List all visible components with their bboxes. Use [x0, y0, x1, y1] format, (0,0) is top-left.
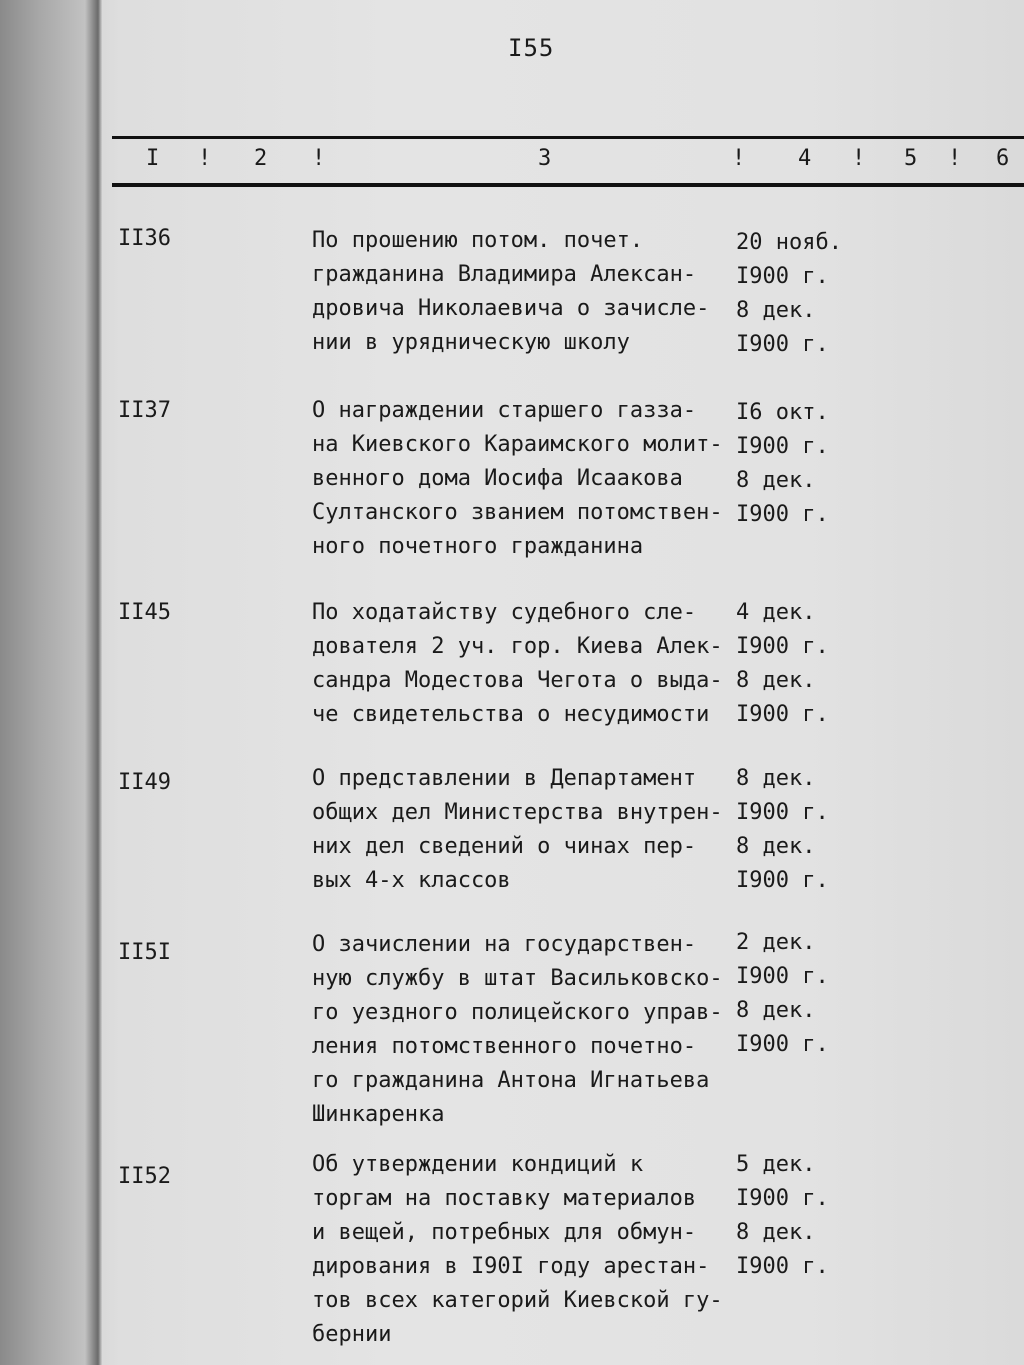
entry-description: По ходатайству судебного сле- дователя 2 уч. гор. Киева Алек- сандра Модестова Чегота о выда- че свидетельства о несудимости — [312, 600, 723, 727]
entry-description: О зачислении на государствен- ную службу в штат Васильковско- го уездного полицейского управ- ления потомственного почетно- го гражданина Антона Игнатьева Шинкаренка — [312, 932, 723, 1127]
entry-number: II49 — [118, 770, 171, 795]
book-spine-shadow — [0, 0, 102, 1365]
column-header-2: 2 — [254, 146, 268, 171]
column-separator: ! — [852, 146, 866, 171]
header-rule-top — [112, 136, 1024, 139]
entry-description: По прошению потом. почет. гражданина Владимира Алексан- дровича Николаевича о зачисле- нии в урядническую школу — [312, 228, 710, 355]
entry-dates: 2 дек. I900 г. 8 дек. I900 г. — [736, 930, 829, 1057]
entry-dates: 4 дек. I900 г. 8 дек. I900 г. — [736, 600, 829, 727]
column-separator: ! — [312, 146, 326, 171]
column-separator: ! — [732, 146, 746, 171]
entry-number: II37 — [118, 398, 171, 423]
entry-description: О представлении в Департамент общих дел Министерства внутрен- них дел сведений о чинах пер- вых 4-х классов — [312, 766, 723, 893]
column-header-6: 6 — [996, 146, 1010, 171]
column-header-3: 3 — [538, 146, 552, 171]
column-header-5: 5 — [904, 146, 918, 171]
entry-dates: 8 дек. I900 г. 8 дек. I900 г. — [736, 766, 829, 893]
entry-dates: 20 нояб. I900 г. 8 дек. I900 г. — [736, 230, 842, 357]
entry-dates: I6 окт. I900 г. 8 дек. I900 г. — [736, 400, 829, 527]
entry-number: II5I — [118, 940, 171, 965]
column-header-1: I — [146, 146, 160, 171]
column-separator: ! — [948, 146, 962, 171]
entry-dates: 5 дек. I900 г. 8 дек. I900 г. — [736, 1152, 829, 1279]
column-header-4: 4 — [798, 146, 812, 171]
entry-number: II36 — [118, 226, 171, 251]
entry-description: О награждении старшего газза- на Киевского Караимского молит- венного дома Иосифа Исаакова Султанского званием потомствен- ного почетного гражданина — [312, 398, 723, 559]
entry-number: II52 — [118, 1164, 171, 1189]
entry-description: Об утверждении кондиций к торгам на поставку материалов и вещей, потребных для обмун- дирования в I90I году арестан- тов всех категорий Киевской гу- бернии — [312, 1152, 723, 1347]
page-number: I55 — [508, 34, 555, 62]
column-separator: ! — [198, 146, 212, 171]
entry-number: II45 — [118, 600, 171, 625]
header-rule-bottom — [112, 183, 1024, 187]
